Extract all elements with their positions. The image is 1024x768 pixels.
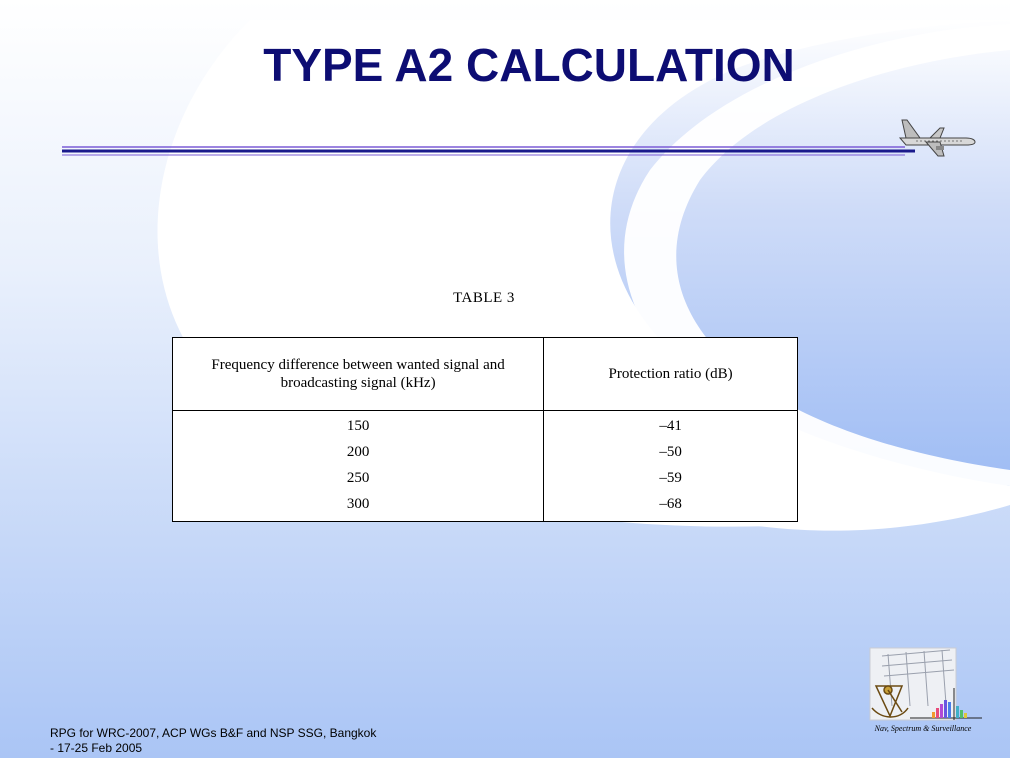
header-frequency-difference — [173, 338, 544, 411]
table-body-row — [173, 411, 798, 522]
footer-line: - 17-25 Feb 2005 — [50, 741, 143, 755]
table-cell: 300 — [346, 496, 370, 512]
footer-line: RPG for WRC-2007, ACP WGs B&F and NSP SSG, Bangkok — [50, 726, 377, 740]
table-cell: –41 — [659, 418, 682, 434]
header-line: Protection ratio — [608, 366, 702, 382]
table-cell: 200 — [346, 444, 370, 460]
slide-title: TYPE A2 CALCULATION — [263, 39, 795, 91]
table-caption: TABLE 3 — [453, 290, 515, 306]
frequency-column-cells — [173, 411, 544, 522]
header-line: Frequency difference between wanted — [211, 357, 440, 373]
table-cell: 150 — [346, 418, 370, 434]
header-line: signal and broadcasting signal — [280, 357, 505, 391]
protection-column-cells — [544, 411, 798, 522]
protection-ratio-table — [172, 337, 798, 522]
table-cell: –50 — [659, 444, 682, 460]
slide-footer — [50, 726, 376, 756]
table-cell: 250 — [346, 470, 370, 486]
header-protection-ratio — [544, 338, 798, 411]
logo-caption: Nav, Spectrum & Surveillance — [874, 724, 972, 733]
header-line: (kHz) — [400, 375, 436, 391]
table-cell: –68 — [659, 496, 682, 512]
table-cell: –59 — [659, 470, 682, 486]
table-header-row — [173, 338, 798, 411]
airplane-icon — [896, 116, 976, 158]
header-line: (dB) — [705, 366, 733, 382]
